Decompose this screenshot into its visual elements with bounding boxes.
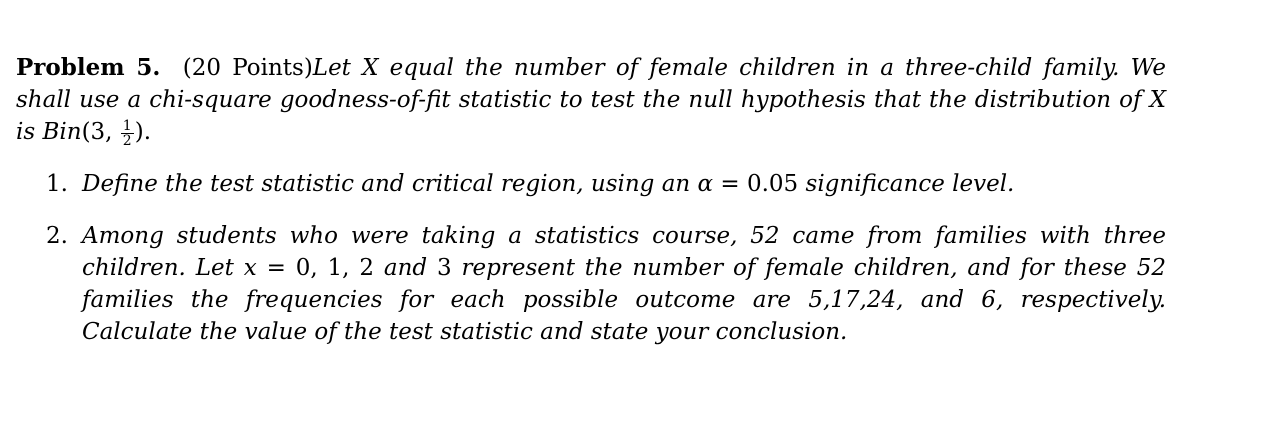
task-text-end: significance level.	[798, 171, 1015, 198]
fraction-one-half	[121, 119, 134, 148]
problem-points: (20 Points)	[182, 55, 313, 81]
problem-label: Problem 5.	[16, 54, 161, 81]
alpha-value: 0.05	[746, 171, 799, 198]
problem-statement	[16, 52, 1166, 148]
task-text: Define the test statistic and critical region, using an	[82, 171, 698, 198]
alpha-symbol: α =	[697, 171, 747, 198]
task-list	[16, 168, 1166, 348]
task-text: Among students who were taking a statistics course, 52 came from families with three children. Let	[82, 223, 1166, 282]
task-number: 2.	[46, 223, 68, 250]
distribution-name: Bin	[42, 119, 82, 145]
task-text-and: and	[374, 255, 438, 282]
fraction-denominator: 2	[122, 133, 132, 150]
variable-values: 0, 1, 2	[295, 255, 375, 282]
task-item-1	[16, 168, 1166, 200]
variable-last-value: 3	[437, 255, 452, 282]
task-item-2	[16, 220, 1166, 348]
distribution-open: (3,	[81, 119, 120, 145]
problem-document	[16, 52, 1166, 368]
variable-equals: x =	[243, 255, 296, 282]
task-number: 1.	[46, 171, 68, 198]
distribution-close: ).	[134, 119, 152, 145]
fraction-numerator: 1	[122, 118, 132, 135]
task-text-end: represent the number of female children, and for these 52 families the frequencies for each possible outcome are 5,17,24, and 6, respectively. Calculate the value of the test statistic and state your conclusion.	[82, 255, 1167, 346]
problem-text: Let X equal the number of female children in a three-child family. We shall use a chi-square goodness-of-fit statistic to test the null hypothesis that the distribution of X is	[16, 55, 1166, 145]
